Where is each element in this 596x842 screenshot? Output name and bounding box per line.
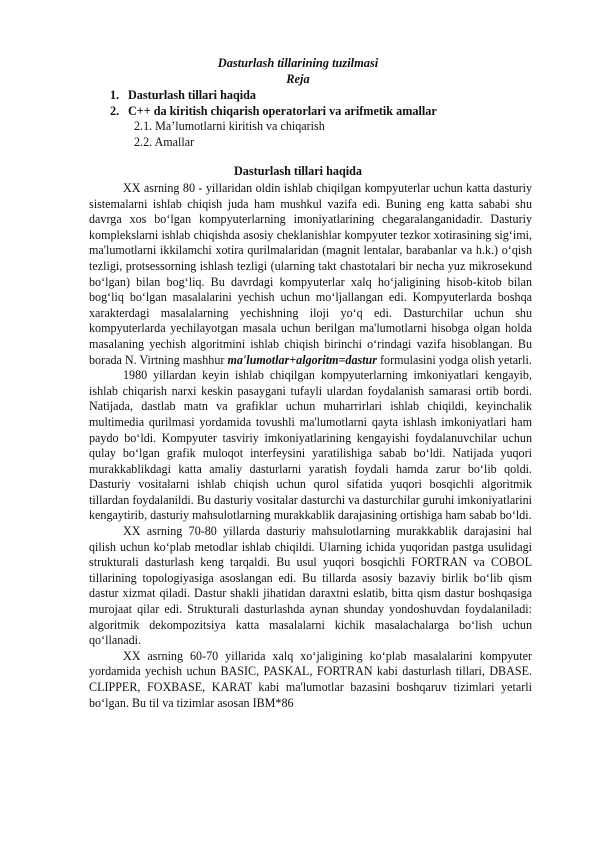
paragraph-text: formulasini yodga olish yetarli. xyxy=(380,352,532,367)
paragraph: XX asrning 70-80 yillarda dasturiy mahsulotlarning murakkablik darajasini hal qilish uchun ko‘plab metodlar ishlab chiqildi. Ularning ichida yuqoridan pastga usulidagi strukturali dasturlash keng tarqaldi. Bu usul yuqori bosqichli FORTRAN va COBOL tillarining topologiyasiga asoslangan edi. Bu tillarda asosiy bazaviy birlik bo‘lib qism dastur xizmat qiladi. Dastur shakli jihatidan daraxtni eslatib, bitta qism dastur boshqasiga murojaat qilar edi. Strukturali dasturlashda aynan shunday yondoshuvdan foydalaniladi: algoritmik dekompozitsiya katta masalalarni kichik masalachalarga bo‘lish uchun qo‘llanadi. xyxy=(89,524,532,648)
paragraph: XX asrning 60-70 yillarida xalq xo‘jaligining ko‘plab masalalarini kompyuter yordamida yechish uchun BASIC, PASKAL, FORTRAN kabi dasturlash tillari, DBASE. CLIPPER, FOXBASE, KARAT kabi ma'lumotlar bazasini boshqaruv tizimlari yetarli bo‘lgan. Bu til va tizimlar asosan IBM*86 xyxy=(89,648,532,710)
document-body xyxy=(89,181,532,711)
formula-emphasis: ma'lumotlar+algoritm=dastur xyxy=(227,352,377,367)
paragraph xyxy=(89,181,532,368)
plan-list xyxy=(110,88,550,150)
plan-item xyxy=(110,104,550,120)
plan-subitem: 2.2. Amallar xyxy=(134,134,195,149)
paragraph: 1980 yillardan keyin ishlab chiqilgan kompyuterlarning imkoniyatlari kengayib, ishlab chiqarish narxi keskin pasaygani tufayli ulardan foydalanish samarasi ortib bordi. Natijada, dastlab matn va grafiklar uchun muharrirlari ishlab chiqildi, keyinchalik multimedia qurilmasi yordamida tovushli ma'lumotlarni qayta ishlash imkoniyatlari ham paydo bo‘ldi. Kompyuter tasviriy imkoniyatlarining kengayishi foydalanuvchilar uchun qulay bo‘lgan grafik muloqot interfeysini yaratilishiga sabab bo‘ldi. Natijada yuqori murakkablikdagi katta amaliy dasturlarni yaratish foydali hamda zarur bo‘lib qoldi. Dasturiy vositalarni ishlab chiqish uchun qurol sifatida yuqori bosqichli algoritmik tillardan foydalanildi. Bu dasturiy vositalar dasturchi va dasturchilar guruhi imkoniyatlarini kengaytirib, dasturiy mahsulotlarning murakkablik darajasining ortishiga ham sabab bo‘ldi. xyxy=(89,368,532,523)
plan-heading: Reja xyxy=(286,72,310,86)
paragraph-text: XX asrning 80 - yillaridan oldin ishlab chiqilgan kompyuterlar uchun katta dasturiy sistemalarni ishlab chiqish juda ham mushkul vazifa edi. Buning eng katta sababi shu davrga xos bo‘lgan kompyuterlarning imoniyatlarining chegaralanganidadir. Dasturiy komplekslarni ishlab chiqishda asosiy cheklanishlar kompyuter tezkor xotirasining sig‘imi, ma'lumotlarni ikkilamchi xotira qurilmalaridan (magnit lentalar, barabanlar va h.k.) o‘qish tezligi, protsessorning ishlash tezligi (ularning takt chastotalari bir necha yuz mikrosekund bo‘lgan) bilan bog‘liq. Bu davrdagi kompyuterlar xalq ho‘jaligining hisob-kitob bilan bog‘liq bo‘lgan masalalarini yechish uchun mo‘ljallangan edi. Kompyuterlarda boshqa xarakterdagi masalalarning yechishning iloji yo‘q edi. Dasturchilar uchun shu kompyuterlarda yechilayotgan masala uchun berilgan ma'lumotlarni hisobga olgan holda masalaning yechish algoritmini ishlab chiqish birinchi o‘rindagi vazifa hisoblangan. Bu borada N. Virtning mashhur xyxy=(89,181,532,367)
plan-item xyxy=(110,88,550,104)
plan-item-text: Dasturlash tillari haqida xyxy=(128,88,256,102)
plan-item-number: 2. xyxy=(110,103,120,118)
document-title: Dasturlash tillarining tuzilmasi xyxy=(217,56,379,70)
plan-item-number: 1. xyxy=(110,88,120,102)
plan-subitem: 2.1. Ma’lumotlarni kiritish va chiqarish xyxy=(134,119,325,134)
plan-item-text: C++ da kiritish chiqarish operatorlari va arifmetik amallar xyxy=(128,103,437,118)
section-title: Dasturlash tillari haqida xyxy=(234,164,362,178)
